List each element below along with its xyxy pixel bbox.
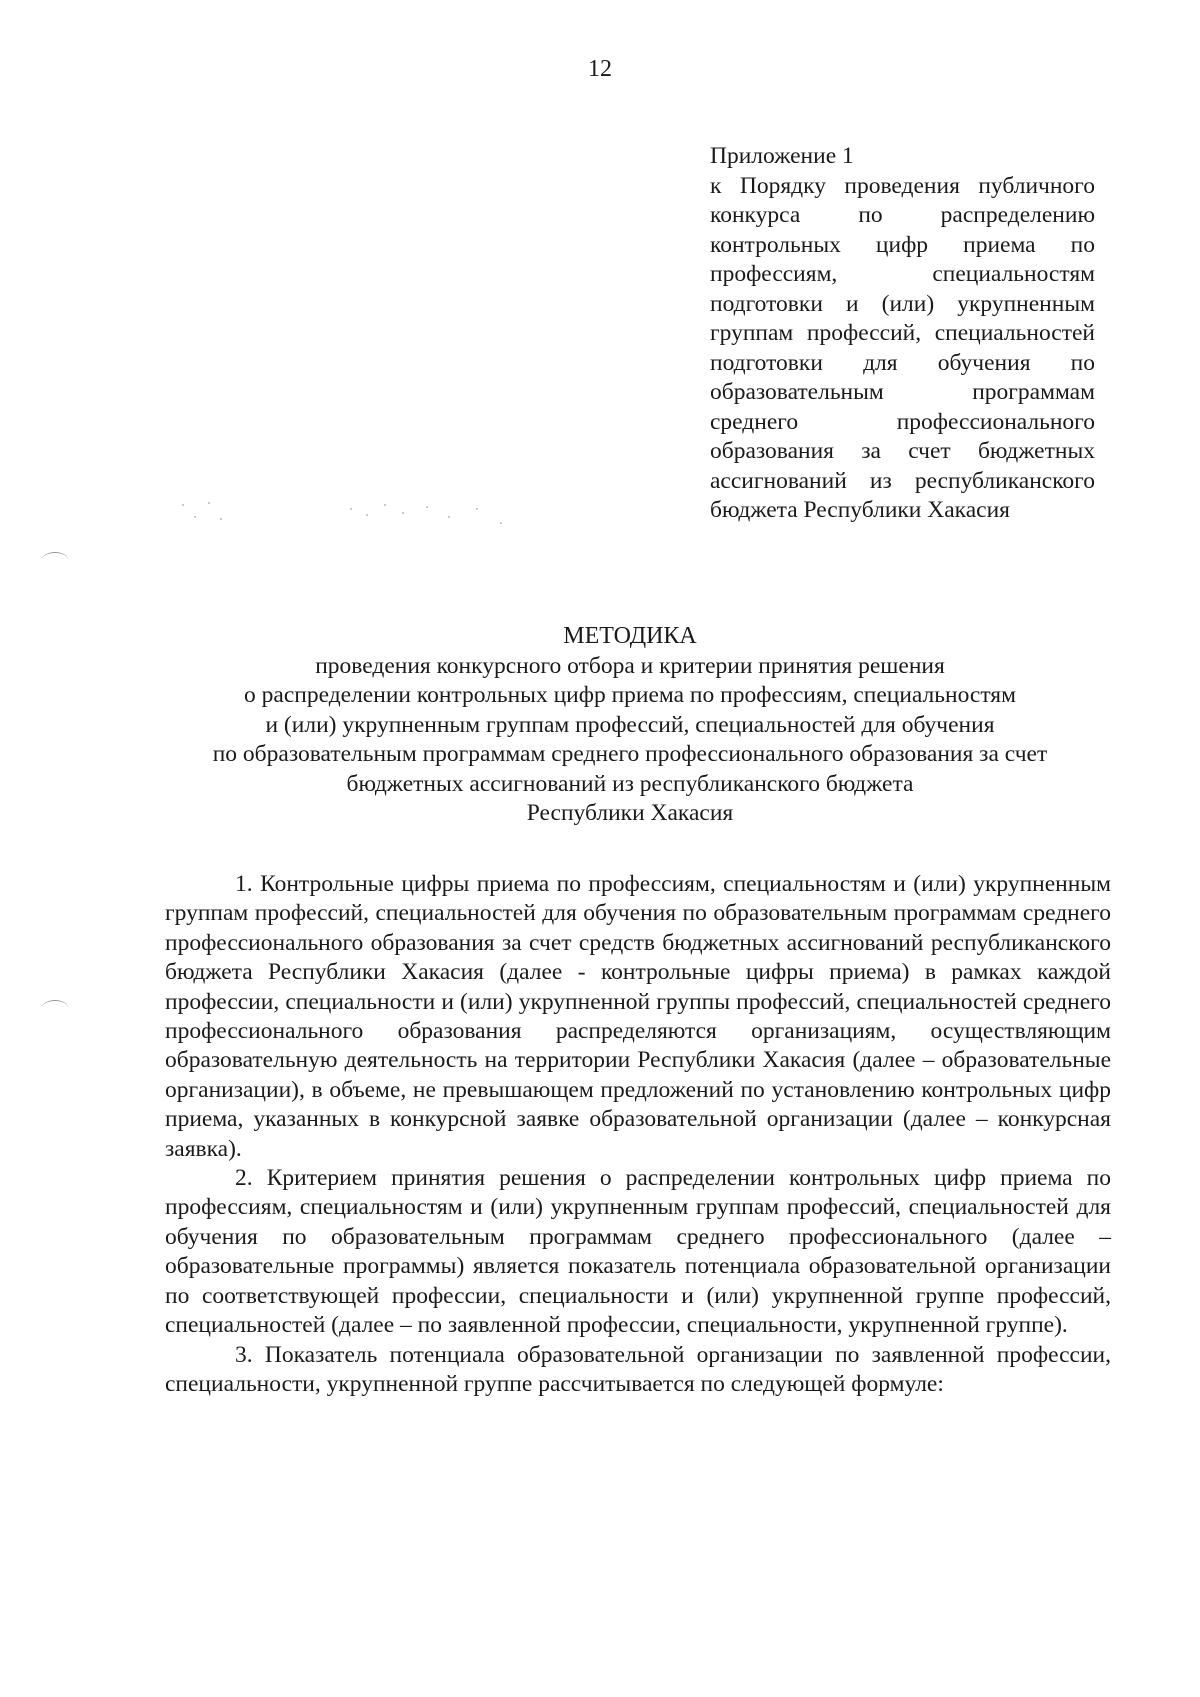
appendix-text: к Порядку проведения публичного конкурса по распределению контрольных цифр приема по профессиям, специальностям подготовки и (или) укрупненным группам профессий, специальностей подготовки для обучения по образовательным программам среднего профессионального образования за счет бюджетных ассигнований из республиканского бюджета Республики Хакасия — [710, 172, 1095, 523]
heading-line: Республики Хакасия — [526, 800, 734, 826]
page-number: 12 — [588, 56, 612, 82]
margin-mark — [42, 552, 68, 567]
appendix-block — [710, 142, 1095, 526]
heading-line: бюджетных ассигнований из республиканского бюджета — [346, 770, 914, 797]
document-body — [165, 870, 1111, 1399]
heading-line: по образовательным программам среднего профессионального образования за счет — [212, 741, 1048, 767]
scan-noise — [180, 498, 520, 538]
paragraph: 2. Критерием принятия решения о распределении контрольных цифр приема по профессиям, специальностям и (или) укрупненным группам профессий, специальностей для обучения по образовательным программам среднего профессионального (далее – образовательные программы) является показатель потенциала образовательной организации по соответствующей профессии, специальности и (или) укрупненной группе профессий, специальностей (далее – по заявленной профессии, специальности, укрупненной группе). — [165, 1165, 1111, 1339]
paragraph: 3. Показатель потенциала образовательной организации по заявленной профессии, специальности, укрупненной группе рассчитывается по следующей формуле: — [165, 1341, 1111, 1397]
margin-mark — [42, 1000, 68, 1015]
heading-line: проведения конкурсного отбора и критерии принятия решения — [315, 652, 945, 679]
heading-title: МЕТОДИКА — [563, 623, 697, 649]
document-heading — [150, 622, 1110, 829]
appendix-title: Приложение 1 — [710, 143, 854, 169]
heading-line: о распределении контрольных цифр приема по профессиям, специальностям — [244, 682, 1016, 708]
paragraph: 1. Контрольные цифры приема по профессиям, специальностям и (или) укрупненным группам профессий, специальностей для обучения по образовательным программам среднего профессионального образования за счет средств бюджетных ассигнований республиканского бюджета Республики Хакасия (далее - контрольные цифры приема) в рамках каждой профессии, специальности и (или) укрупненной группы профессий, специальностей среднего профессионального образования распределяются организациям, осуществляющим образовательную деятельность на территории Республики Хакасия (далее – образовательные организации), в объеме, не превышающем предложений по установлению контрольных цифр приема, указанных в конкурсной заявке образовательной организации (далее – конкурсная заявка). — [165, 871, 1111, 1162]
heading-line: и (или) укрупненным группам профессий, специальностей для обучения — [265, 711, 995, 738]
